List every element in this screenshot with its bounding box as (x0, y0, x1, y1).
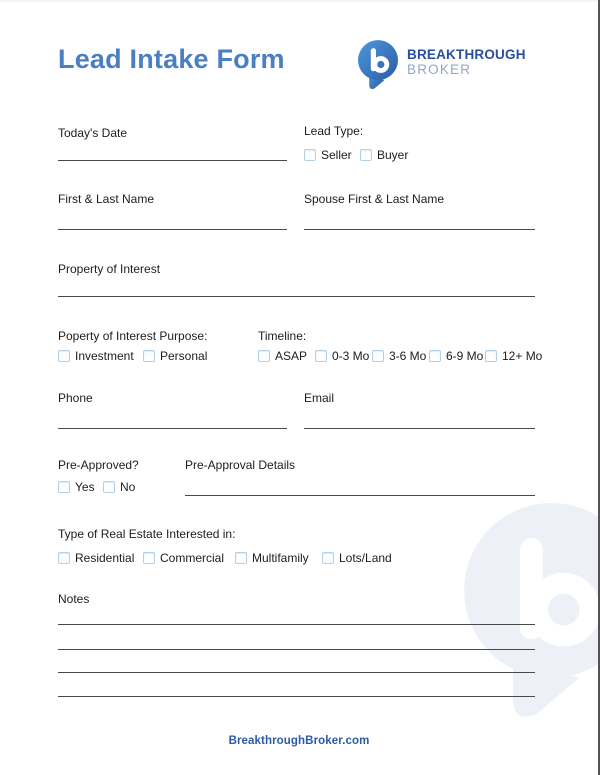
label-todays-date: Today's Date (58, 126, 127, 140)
checkbox-label: Residential (75, 551, 135, 565)
checkbox-residential[interactable] (58, 551, 134, 565)
brand-name-primary: BREAKTHROUGH (407, 47, 526, 62)
label-pre-approval-details: Pre-Approval Details (185, 458, 296, 472)
label-first-last-name: First & Last Name (58, 192, 155, 206)
checkbox-label: 6-9 Mo (446, 349, 484, 363)
checkbox-label: ASAP (275, 349, 308, 363)
checkbox-yes[interactable] (58, 480, 95, 494)
input-line-todays-date[interactable] (58, 160, 287, 161)
checkbox-lots-land[interactable] (322, 551, 392, 565)
brand-watermark-icon (464, 503, 600, 725)
page-top-edge (0, 0, 598, 2)
brand-name (407, 40, 526, 77)
brand-name-secondary: BROKER (407, 61, 472, 77)
input-line-email[interactable] (304, 428, 535, 429)
checkbox-personal[interactable] (143, 349, 207, 363)
checkbox-no[interactable] (103, 480, 135, 494)
checkbox-label: Buyer (377, 148, 409, 162)
checkbox-box (58, 350, 70, 362)
checkbox-label: Yes (75, 480, 95, 494)
checkbox-box (315, 350, 327, 362)
input-line-phone[interactable] (58, 428, 287, 429)
checkbox-box (143, 552, 155, 564)
checkbox-label: No (120, 480, 136, 494)
page-title: Lead Intake Form (58, 44, 285, 74)
brand-logo (358, 40, 526, 91)
input-line-first-last-name[interactable] (58, 229, 287, 230)
checkbox-6-9-mo[interactable] (429, 349, 483, 363)
brand-logo-icon (358, 40, 398, 91)
checkbox-0-3-mo[interactable] (315, 349, 369, 363)
checkbox-box (235, 552, 247, 564)
checkbox-label: Multifamily (252, 551, 309, 565)
checkbox-seller[interactable] (304, 148, 352, 162)
footer-link[interactable]: BreakthroughBroker.com (228, 735, 370, 747)
checkbox-box (143, 350, 155, 362)
checkbox-asap[interactable] (258, 349, 307, 363)
checkbox-box (103, 481, 115, 493)
label-email: Email (304, 391, 335, 405)
checkbox-box (360, 149, 372, 161)
checkbox-3-6-mo[interactable] (372, 349, 426, 363)
checkbox-label: 12+ Mo (502, 349, 543, 363)
checkbox-box (485, 350, 497, 362)
label-purpose: Poperty of Interest Purpose: (58, 329, 208, 343)
input-line-pre-approval-details[interactable] (185, 495, 535, 496)
checkbox-label: Commercial (160, 551, 225, 565)
notes-line[interactable] (58, 696, 535, 697)
notes-line[interactable] (58, 672, 535, 673)
checkbox-label: 0-3 Mo (332, 349, 370, 363)
checkbox-buyer[interactable] (360, 148, 408, 162)
notes-line[interactable] (58, 624, 535, 625)
label-lead-type: Lead Type: (304, 124, 364, 138)
checkbox-label: Seller (321, 148, 352, 162)
checkbox-label: 3-6 Mo (389, 349, 427, 363)
label-timeline: Timeline: (258, 329, 307, 343)
label-phone: Phone (58, 391, 93, 405)
checkbox-box (258, 350, 270, 362)
checkbox-box (58, 552, 70, 564)
label-real-estate-type: Type of Real Estate Interested in: (58, 527, 236, 541)
checkbox-label: Investment (75, 349, 134, 363)
input-line-spouse-name[interactable] (304, 229, 535, 230)
label-notes: Notes (58, 592, 90, 606)
label-spouse-name: Spouse First & Last Name (304, 192, 445, 206)
checkbox-box (429, 350, 441, 362)
input-line-property-of-interest[interactable] (58, 296, 535, 297)
checkbox-commercial[interactable] (143, 551, 224, 565)
checkbox-box (372, 350, 384, 362)
checkbox-box (304, 149, 316, 161)
checkbox-multifamily[interactable] (235, 551, 309, 565)
checkbox-12-plus-mo[interactable] (485, 349, 542, 363)
label-property-of-interest: Property of Interest (58, 262, 161, 276)
notes-line[interactable] (58, 649, 535, 650)
checkbox-box (58, 481, 70, 493)
checkbox-label: Lots/Land (339, 551, 392, 565)
label-pre-approved: Pre-Approved? (58, 458, 139, 472)
checkbox-investment[interactable] (58, 349, 134, 363)
checkbox-label: Personal (160, 349, 208, 363)
checkbox-box (322, 552, 334, 564)
